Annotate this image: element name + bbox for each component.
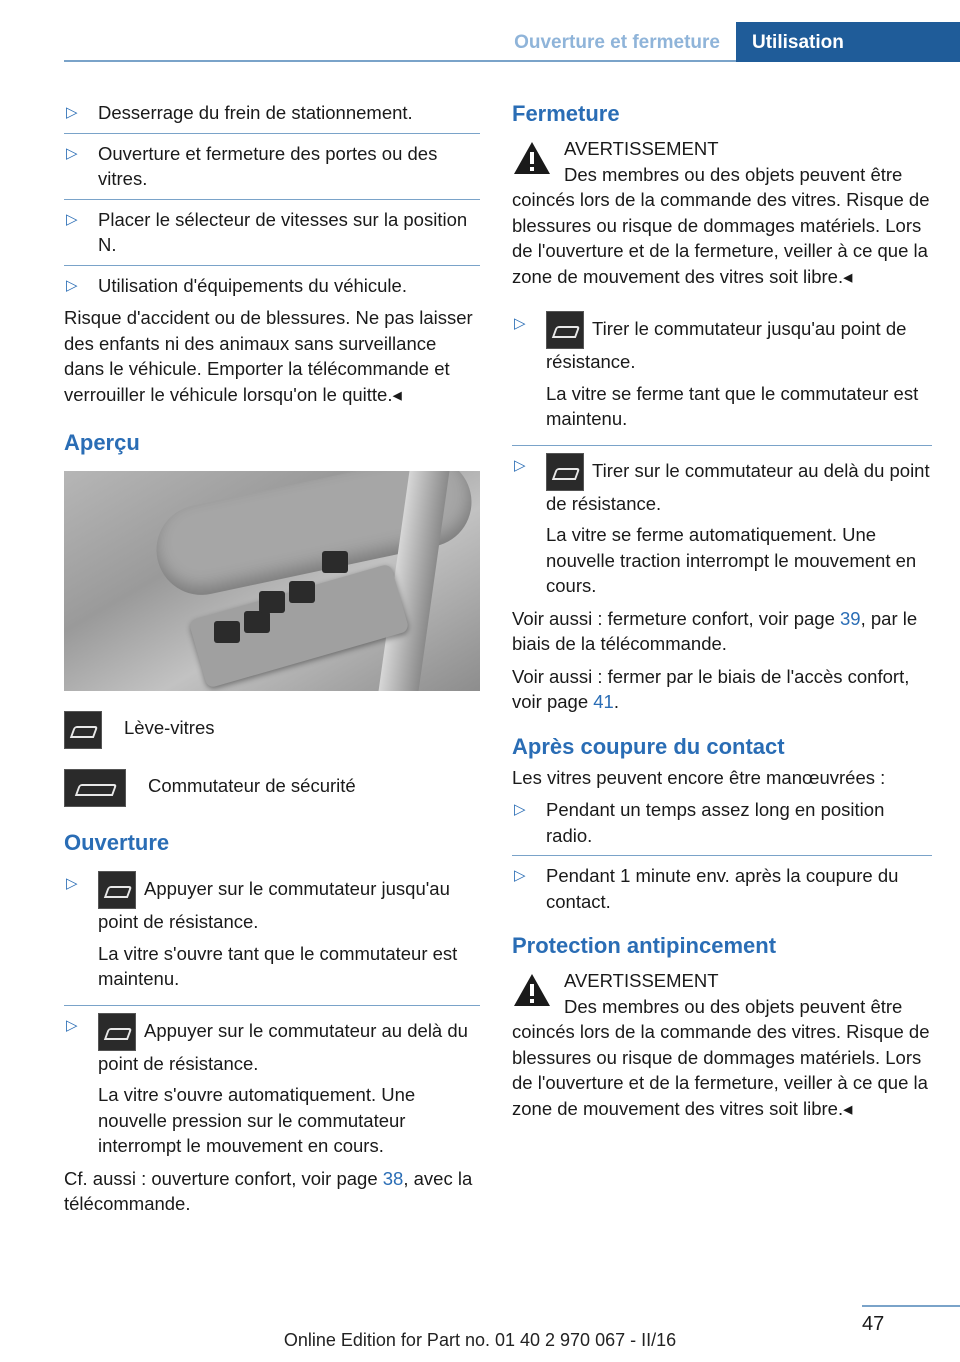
list-item: ▷ Pendant 1 minute env. après la coupure du contact. (512, 863, 932, 914)
apres-intro: Les vitres peuvent encore être manœuvrées : (512, 766, 886, 788)
window-button (214, 621, 240, 643)
warning-block (512, 136, 932, 289)
warning-text: Des membres ou des objets peuvent être coincés lors de la commande des vitres. Risque de blessures ou risque de dommages matériels. Lors de l'ouverture et de la fermeture, veiller à ce que la zone de mouvement des vitres soit libre.◂ (512, 163, 930, 287)
edition-footer: Online Edition for Part no. 01 40 2 970 067 - II/16 (283, 1330, 677, 1350)
warning-label: AVERTISSEMENT (564, 138, 719, 159)
header-section-title: Ouverture et fermeture (514, 32, 720, 53)
list-item: ▷ Placer le sélecteur de vitesses sur la position N. (64, 207, 480, 266)
page-link-41[interactable]: 41 (593, 691, 614, 712)
cross-reference (512, 606, 932, 657)
list-item: ▷ Utilisation d'équipements du véhicule. (64, 273, 480, 299)
crossref-text: , avec la télécommande. (64, 1167, 473, 1214)
step-sub: La vitre s'ouvre automatiquement. Une nouvelle pression sur le commutateur interrompt le mouvement en cours. (98, 1084, 416, 1156)
step-sub: La vitre s'ouvre tant que le commutateur est maintenu. (98, 942, 458, 989)
step-sub: La vitre se ferme automatiquement. Une nouvelle traction interrompt le mouvement en cours. (546, 524, 917, 596)
legend-row (64, 769, 480, 807)
section-heading-apres: Après coupure du contact (512, 733, 785, 759)
section-heading-apercu: Aperçu (64, 430, 140, 455)
list-item: ▷ Desserrage du frein de stationnement. (64, 100, 480, 134)
safety-switch-icon (64, 769, 126, 807)
right-column (512, 100, 932, 1129)
window-switch-icon (98, 1013, 136, 1051)
warning-text: Des membres ou des objets peuvent être coincés lors de la commande des vitres. Risque de blessures ou risque de dommages matériels. Lors de l'ouverture et de la fermeture, veiller à ce que la zone de mouvement des vitres soit libre.◂ (512, 995, 930, 1119)
crossref-text: Voir aussi : fermeture confort, voir page (512, 607, 841, 629)
legend-row (64, 711, 480, 749)
legend-label: Commutateur de sécurité (148, 775, 356, 796)
warning-label: AVERTISSEMENT (564, 970, 719, 991)
prerequisite-list (64, 100, 480, 298)
footer-rule (862, 1305, 960, 1307)
fermeture-list (512, 311, 932, 599)
window-button (244, 611, 270, 633)
window-switch-icon (64, 711, 102, 749)
warning-block (512, 968, 932, 1121)
page-link-38[interactable]: 38 (382, 1167, 404, 1189)
apres-list (512, 797, 932, 914)
list-item (512, 453, 932, 599)
mirror-button (322, 551, 348, 573)
section-heading-protection: Protection antipincement (512, 933, 777, 958)
warning-icon (512, 138, 552, 178)
cross-reference (64, 1166, 480, 1217)
step-text: Appuyer sur le commutateur au delà du point de résistance. (98, 1019, 468, 1074)
step-sub: La vitre se ferme tant que le commutateur est maintenu. (546, 382, 919, 429)
step-text: Appuyer sur le commutateur jusqu'au point de résistance. (98, 878, 450, 932)
crossref-text: . (613, 691, 619, 712)
window-switch-icon (98, 871, 136, 909)
window-button (289, 581, 315, 603)
legend-label: Lève-vitres (124, 717, 215, 738)
window-button (259, 591, 285, 613)
window-switch-icon (546, 311, 584, 349)
section-heading-ouverture: Ouverture (64, 830, 170, 855)
step-text: Tirer le commutateur jusqu'au point de résistance. (546, 318, 907, 372)
list-item (512, 311, 932, 446)
crossref-text: , par le biais de la télécommande. (512, 607, 918, 654)
list-item (64, 871, 480, 1006)
risk-paragraph: Risque d'accident ou de blessures. Ne pas laisser des enfants ni des animaux sans surveillance dans le véhicule. Emporter la télécommande et verrouiller le véhicule lorsqu'on le quitte.◂ (64, 307, 473, 405)
list-item: ▷ Pendant un temps assez long en position radio. (512, 797, 932, 856)
list-item: ▷ Ouverture et fermeture des portes ou des vitres. (64, 141, 480, 200)
crossref-text: Voir aussi : fermer par le biais de l'accès confort, voir page (512, 665, 910, 712)
list-item (64, 1013, 480, 1159)
window-switch-icon (546, 453, 584, 491)
page-number: 47 (862, 1313, 885, 1335)
step-text: Tirer sur le commutateur au delà du point de résistance. (546, 459, 930, 514)
door-panel-photo (64, 471, 480, 691)
cross-reference (512, 664, 932, 715)
warning-icon (512, 970, 552, 1010)
crossref-text: Cf. aussi : ouverture confort, voir page (64, 1167, 383, 1189)
header-chapter-tab: Utilisation (736, 22, 960, 62)
page-link-39[interactable]: 39 (840, 607, 861, 629)
left-column (64, 100, 480, 1224)
ouverture-list (64, 871, 480, 1159)
section-heading-fermeture: Fermeture (512, 101, 620, 126)
